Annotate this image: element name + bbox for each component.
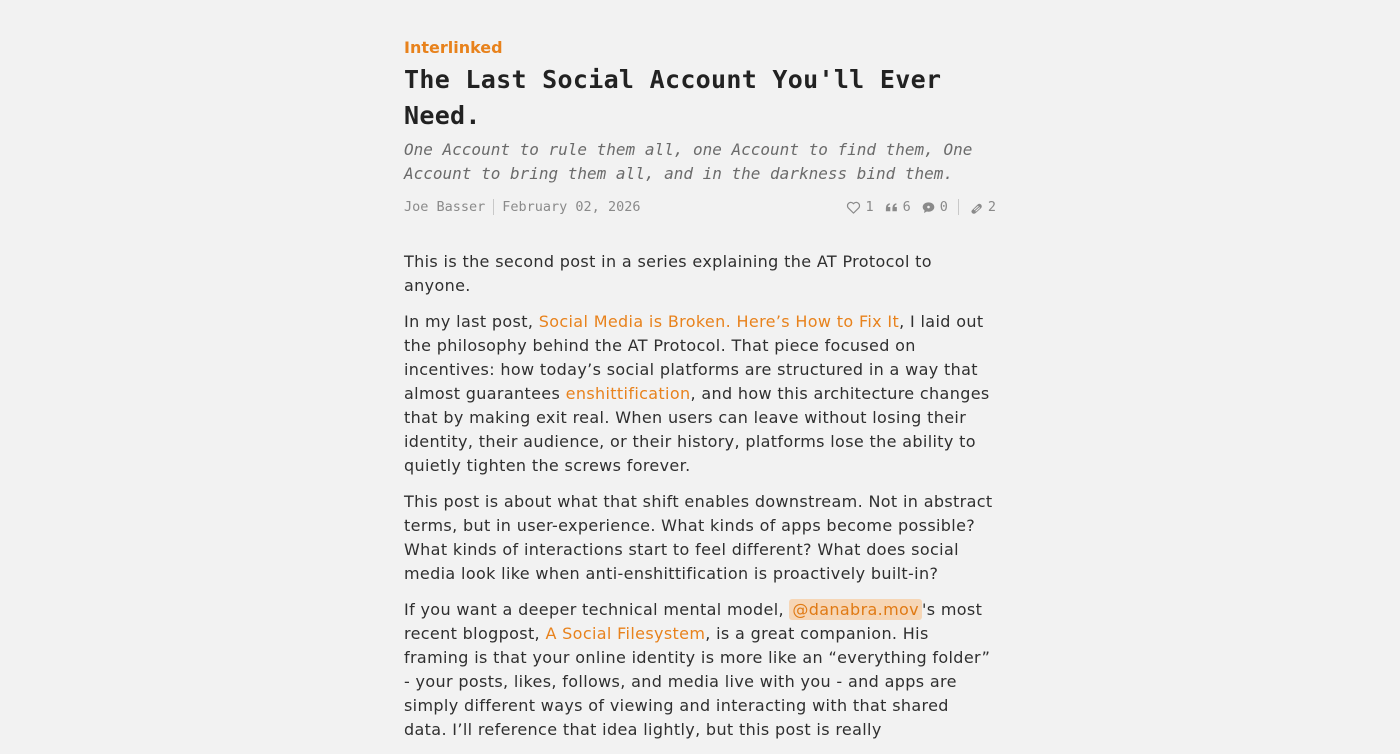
comment-button[interactable] (921, 199, 948, 215)
text: , and how this architecture changes that by making exit real. When users can leave without losing their identity, their audience, or their history, platforms lose the ability to quietly tighten the screws forever. (404, 384, 990, 475)
post-stats (836, 199, 996, 215)
quote-icon (884, 200, 899, 215)
link-icon (969, 200, 984, 215)
post-date: February 02, 2026 (502, 199, 641, 215)
post-subtitle: One Account to rule them all, one Account to find them, One Account to bring them all, and in the darkness bind them. (404, 140, 973, 183)
heart-icon (846, 200, 861, 215)
paragraph (404, 310, 996, 478)
divider (958, 199, 959, 215)
text: , I laid out the philosophy behind the AT Protocol. That piece focused on incentives: how today’s social platforms are structured in a way that almost guarantees (404, 312, 984, 403)
post-container (404, 36, 996, 754)
comment-count: 0 (939, 199, 948, 215)
paragraph (404, 598, 996, 742)
mentions-count: 2 (987, 199, 996, 215)
article-body (404, 250, 996, 742)
author-name[interactable]: Joe Basser (404, 199, 486, 215)
quote-button[interactable] (884, 199, 911, 215)
text: 's most recent blogpost, (404, 600, 983, 643)
text: , is a great companion. His framing is that your online identity is more like an “everything folder” - your posts, likes, follows, and media live with you - and apps are simply different ways of viewing and interacting with that shared data. I’ll reference that idea lightly, but this post is really (404, 624, 991, 739)
link-enshittification[interactable]: enshittification (565, 384, 691, 403)
paragraph: This is the second post in a series explaining the AT Protocol to anyone. (404, 252, 932, 295)
like-button[interactable] (846, 199, 873, 215)
mention-link[interactable]: @danabra.mov (789, 599, 922, 620)
post-title: The Last Social Account You'll Ever Need. (404, 65, 942, 130)
mentions-button[interactable] (969, 199, 996, 215)
like-count: 1 (865, 199, 874, 215)
text: If you want a deeper technical mental model, (404, 600, 790, 619)
post-meta (404, 196, 996, 218)
divider (493, 199, 494, 215)
text: In my last post, (404, 312, 539, 331)
comment-icon (921, 200, 936, 215)
link-social-filesystem[interactable]: A Social Filesystem (545, 624, 706, 643)
link-previous-post[interactable]: Social Media is Broken. Here’s How to Fix It (538, 312, 900, 331)
publication-name[interactable]: Interlinked (404, 38, 503, 57)
paragraph: This post is about what that shift enables downstream. Not in abstract terms, but in user-experience. What kinds of apps become possible? What kinds of interactions start to feel different? What does social media look like when anti-enshittification is proactively built-in? (404, 492, 993, 583)
quote-count: 6 (902, 199, 911, 215)
